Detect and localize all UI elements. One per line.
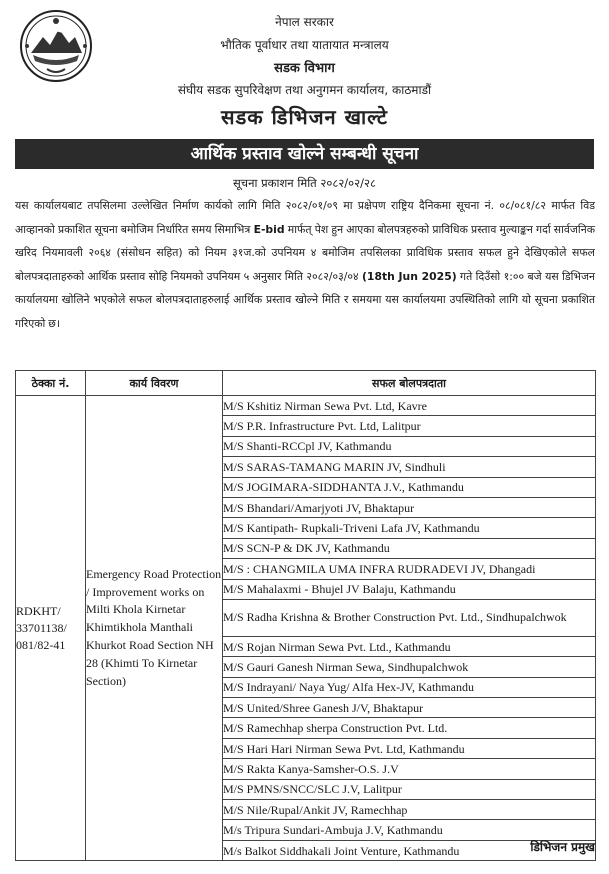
bidder-cell: M/S SCN-P & DK JV, Kathmandu: [223, 538, 596, 558]
header-ministry: भौतिक पूर्वाधार तथा यातायात मन्त्रालय: [220, 38, 389, 52]
letterhead: [0, 0, 609, 128]
bidder-cell: M/S SARAS-TAMANG MARIN JV, Sindhuli: [223, 457, 596, 477]
bidder-cell: M/s Tripura Sundari-Ambuja J.V, Kathmandu: [223, 820, 596, 840]
contract-number: RDKHT/ 33701138/ 081/82-41: [16, 396, 86, 861]
column-header-work: कार्य विवरण: [86, 371, 223, 396]
signatory-title: डिभिजन प्रमुख: [530, 840, 595, 854]
successful-bidders-table: [15, 370, 596, 861]
table-row: [16, 396, 596, 416]
notice-text-part2: मार्फत् पेश हुन आएका बोलपत्रहरुको प्राविधिक प्रस्ताव मुल्याङ्कन गर्दा सार्वजनिक खरिद नियमावली २०६४ (संसोधन सहित) को नियम ३१ज.को उपनियम ४ बमोजिम तपसिलका प्राविधिक प्रस्ताव सफल हुने देखिएकोले सफल बोलपत्रदाताहरुको आर्थिक प्रस्ताव सोहि नियमको उपनियम ५ अनुसार मिति २०८२/०३/०४: [15, 222, 595, 283]
bidder-cell: M/S Radha Krishna & Brother Construction Pvt. Ltd., Sindhupalchwok: [223, 599, 596, 636]
bidder-cell: M/S Rakta Kanya-Samsher-O.S. J.V: [223, 759, 596, 779]
notice-title-banner: आर्थिक प्रस्ताव खोल्ने सम्बन्धी सूचना: [15, 139, 594, 169]
bidder-cell: M/S Nile/Rupal/Ankit JV, Ramechhap: [223, 800, 596, 820]
column-header-contract: ठेक्का नं.: [16, 371, 86, 396]
notice-body: [15, 194, 595, 335]
header-government: नेपाल सरकार: [275, 15, 334, 29]
bidder-cell: M/S Bhandari/Amarjyoti JV, Bhaktapur: [223, 497, 596, 517]
work-description: Emergency Road Protection / Improvement works on Milti Khola Kirnetar Khimtikhola Manthali Khurkot Road Section NH 28 (Khimti To Kirnetar Section): [86, 396, 223, 861]
notice-text-part1: यस कार्यालयबाट तपसिलमा उल्लेखित निर्माण कार्यको लागि मिति २०८२/०१/०९ मा प्रक्षेपण राष्ट्रिय दैनिकमा सूचना नं. ०८/०८१/८२ मार्फत विड आव्हानको प्रकाशित सूचना बमोजिम निर्धारित समय सिमाभित्र: [15, 199, 595, 236]
bidder-cell: M/S JOGIMARA-SIDDHANTA J.V., Kathmandu: [223, 477, 596, 497]
bidder-cell: M/S United/Shree Ganesh J/V, Bhaktapur: [223, 698, 596, 718]
header-division: सडक डिभिजन खाल्टे: [221, 105, 388, 129]
bidder-cell: M/S Indrayani/ Naya Yug/ Alfa Hex-JV, Kathmandu: [223, 677, 596, 697]
bidder-cell: M/S Hari Hari Nirman Sewa Pvt. Ltd, Kathmandu: [223, 738, 596, 758]
bidder-cell: M/S Rojan Nirman Sewa Pvt. Ltd., Kathmandu: [223, 636, 596, 656]
bidder-cell: M/S : CHANGMILA UMA INFRA RUDRADEVI JV, Dhangadi: [223, 559, 596, 579]
bidder-cell: M/S Kantipath- Rupkali-Triveni Lafa JV, Kathmandu: [223, 518, 596, 538]
bidder-cell: M/S P.R. Infrastructure Pvt. Ltd, Lalitpur: [223, 416, 596, 436]
table-header-row: [16, 371, 596, 396]
bidder-cell: M/S PMNS/SNCC/SLC J.V, Lalitpur: [223, 779, 596, 799]
bidder-cell: M/S Mahalaxmi - Bhujel JV Balaju, Kathmandu: [223, 579, 596, 599]
bidder-cell: M/S Shanti-RCCpl JV, Kathmandu: [223, 436, 596, 456]
notice-text-part3: गते दिउँसो १:०० बजे यस डिभिजन कार्यालयमा खोलिने भएकोले सफल बोलपत्रदाताहरुलाई आर्थिक प्रस्ताव खोल्ने मिति र समयमा यस कार्यालयमा उपस्थितिको लागि यो सूचना प्रकाशित गरिएको छ।: [15, 269, 595, 330]
bidder-cell: M/S Kshitiz Nirman Sewa Pvt. Ltd, Kavre: [223, 396, 596, 416]
publication-date: सूचना प्रकाशन मिति २०८२/०२/२८: [233, 176, 376, 190]
bidder-cell: M/S Ramechhap sherpa Construction Pvt. Ltd.: [223, 718, 596, 738]
bidder-cell: M/S Gauri Ganesh Nirman Sewa, Sindhupalchwok: [223, 657, 596, 677]
header-office: संघीय सडक सुपरिवेक्षण तथा अनुगमन कार्यालय, काठमाडौं: [177, 83, 432, 97]
notice-ebid: E-bid: [253, 222, 285, 236]
notice-date-english: (18th Jun 2025): [362, 269, 457, 283]
header-department: सडक विभाग: [274, 61, 335, 76]
bidder-cell: M/s Balkot Siddhakali Joint Venture, Kathmandu: [223, 840, 596, 860]
column-header-bidder: सफल बोलपत्रदाता: [223, 371, 596, 396]
